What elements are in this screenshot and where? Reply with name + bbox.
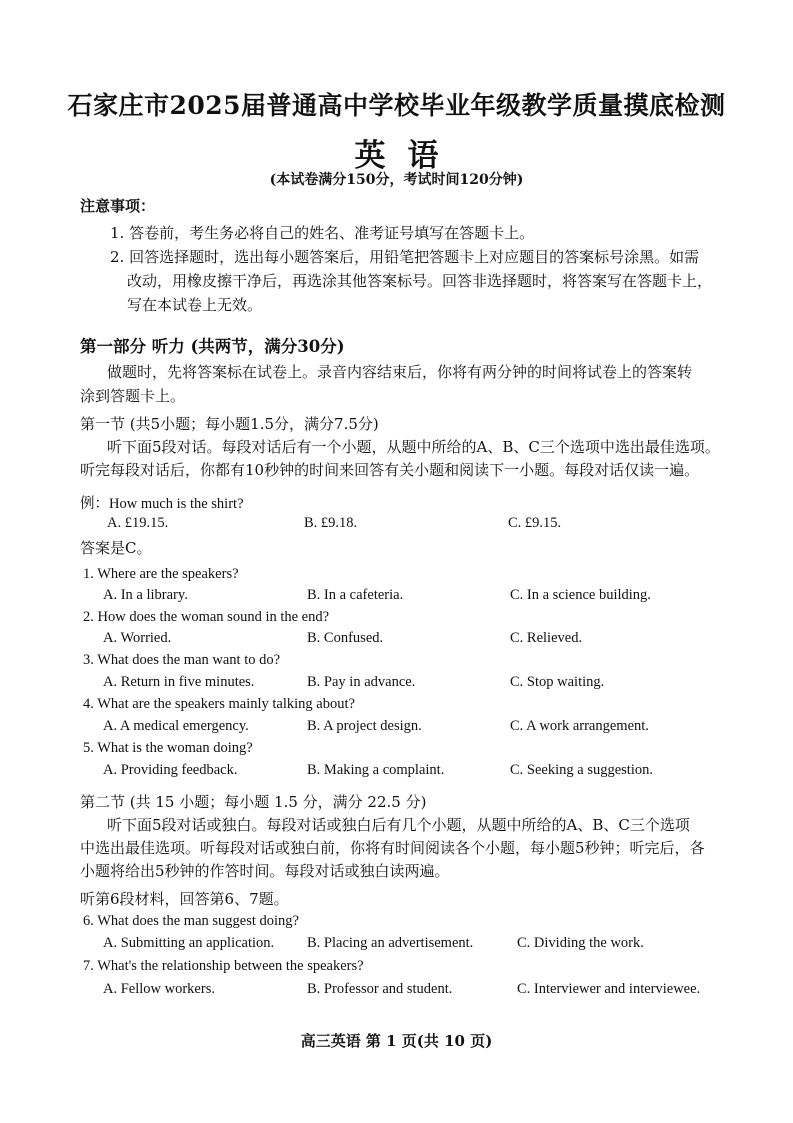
subject-title: 英语 (354, 138, 461, 174)
option-b: B. Making a complaint. (307, 762, 445, 778)
notice-heading: 注意事项： (80, 197, 156, 215)
section1-heading: 第一节 (共5小题；每小题1.5分，满分7.5分) (80, 415, 379, 433)
section2-heading: 第二节 (共 15 小题；每小题 1.5 分，满分 22.5 分) (80, 793, 427, 811)
notice-item: 2. 回答选择题时，选出每小题答案后，用铅笔把答题卡上对应题目的答案标号涂黑。如需 (110, 248, 700, 266)
section1-intro: 听完每段对话后，你都有10秒钟的时间来回答有关小题和阅读下一小题。每段对话仅读一遍。 (80, 461, 700, 479)
example-answer: 答案是C。 (80, 539, 152, 557)
exam-note: (本试卷满分150分，考试时间120分钟) (269, 172, 524, 188)
section2-intro: 小题将给出5秒钟的作答时间。每段对话或独白读两遍。 (80, 862, 450, 880)
option-b: B. Professor and student. (307, 981, 453, 997)
option-a: A. Worried. (103, 630, 172, 646)
option-a: A. In a library. (103, 587, 188, 603)
example-option-c: C. £9.15. (508, 515, 562, 531)
notice-item: 1. 答卷前，考生务必将自己的姓名、准考证号填写在答题卡上。 (110, 224, 535, 242)
exam-title: 石家庄市2025届普通高中学校毕业年级教学质量摸底检测 (67, 91, 726, 120)
section2-intro: 听下面5段对话或独白。每段对话或独白后有几个小题，从题中所给的A、B、C三个选项 (107, 816, 690, 834)
section1-intro: 听下面5段对话。每段对话后有一个小题，从题中所给的A、B、C三个选项中选出最佳选项。 (107, 438, 720, 456)
part1-heading: 第一部分 听力 (共两节，满分30分) (80, 337, 345, 356)
question-text: 6. What does the man suggest doing? (83, 913, 299, 929)
option-a: A. Fellow workers. (103, 981, 215, 997)
notice-item: 改动，用橡皮擦干净后，再选涂其他答案标号。回答非选择题时，将答案写在答题卡上， (127, 272, 713, 290)
page-footer: 高三英语 第 1 页(共 10 页) (300, 1032, 493, 1050)
part1-intro: 做题时，先将答案标在试卷上。录音内容结束后，你将有两分钟的时间将试卷上的答案转 (107, 363, 693, 381)
option-b: B. A project design. (307, 718, 422, 734)
example-option-a: A. £19.15. (107, 515, 169, 531)
part1-intro: 涂到答题卡上。 (80, 387, 186, 405)
question-text: 7. What's the relationship between the speakers? (83, 958, 364, 974)
option-c: C. Seeking a suggestion. (510, 762, 653, 778)
question-text: 1. Where are the speakers? (83, 566, 239, 582)
option-a: A. Return in five minutes. (103, 674, 255, 690)
option-b: B. Pay in advance. (307, 674, 416, 690)
option-a: A. Submitting an application. (103, 935, 275, 951)
option-b: B. Confused. (307, 630, 384, 646)
question-text: 3. What does the man want to do? (83, 652, 281, 668)
notice-item: 写在本试卷上无效。 (127, 296, 263, 314)
option-a: A. A medical emergency. (103, 718, 249, 734)
option-c: C. In a science building. (510, 587, 651, 603)
option-c: C. Interviewer and interviewee. (517, 981, 701, 997)
option-c: C. Dividing the work. (517, 935, 644, 951)
group-instruction: 听第6段材料，回答第6、7题。 (80, 890, 289, 908)
question-text: 4. What are the speakers mainly talking about? (83, 696, 355, 712)
question-text: 2. How does the woman sound in the end? (83, 609, 330, 625)
option-b: B. Placing an advertisement. (307, 935, 474, 951)
option-c: C. Stop waiting. (510, 674, 605, 690)
example-question: 例：How much is the shirt? (80, 496, 244, 512)
option-b: B. In a cafeteria. (307, 587, 404, 603)
example-option-b: B. £9.18. (304, 515, 358, 531)
question-text: 5. What is the woman doing? (83, 740, 253, 756)
section2-intro: 中选出最佳选项。听每段对话或独白前，你将有时间阅读各个小题，每小题5秒钟；听完后，各 (80, 839, 705, 857)
option-c: C. A work arrangement. (510, 718, 649, 734)
option-c: C. Relieved. (510, 630, 583, 646)
option-a: A. Providing feedback. (103, 762, 238, 778)
